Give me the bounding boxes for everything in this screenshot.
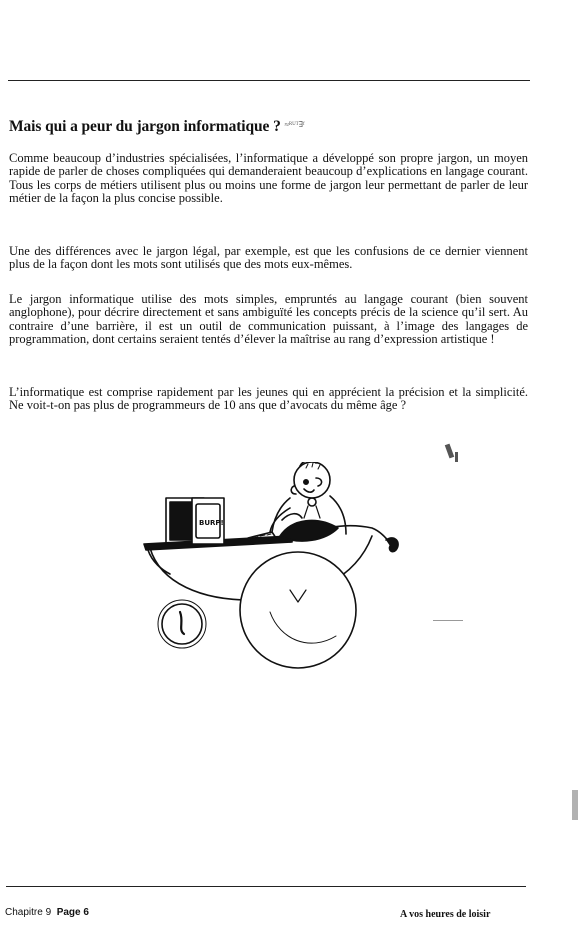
bottom-divider [6,886,526,887]
footer-chapter-label: Chapitre 9 [5,907,52,918]
scan-mark-2 [455,452,458,462]
paragraph-2: Une des différences avec le jargon légal, par exemple, est que les confusions de ce dernier viennent plus de la façon dont les mots sont utilisés que des mots eux-mêmes. [9,244,528,272]
top-divider [8,80,530,81]
paragraph-3: Le jargon informatique utilise des mots simples, empruntés au langage courant (bien souvent anglophone), pour décrire directement et sans ambiguïté les concepts précis de la science qu’il sert. Au contraire d’une barrière, il est un outil de communication puissant, à l’image des langages de programmation, dont certains seraient tentés d’élever la maîtrise au rang d’expression artistique ! [9,292,528,347]
screen-burp-text: BURP! [199,519,224,527]
section-heading [9,118,305,136]
section-heading-text: Mais qui a peur du jargon informatique ? [9,118,281,135]
scan-mark-3 [572,790,578,820]
footer-tagline: A vos heures de loisir [400,909,491,920]
paragraph-1: Comme beaucoup d’industries spécialisées, l’informatique a développé son propre jargon, un moyen rapide de parler de choses compliquées qui demanderaient beaucoup d’explications en langage courant. Tous les corps de métiers utilisent plus ou moins une forme de jargon leur permettant de parler de leur métier de la façon la plus concise possible. [9,151,528,206]
scan-mark-4 [433,620,463,621]
footer-chapter [5,907,89,918]
scan-mark-1 [445,444,454,459]
computer-boy-illustration [140,462,410,672]
footer-page-number: Page 6 [56,907,89,918]
print-smudge: ≈ᴿᵁᵀ∃ᶠ [284,120,305,129]
paragraph-4: L’informatique est comprise rapidement par les jeunes qui en apprécient la précision et la simplicité. Ne voit-t-on pas plus de programmeurs de 10 ans que d’avocats du même âge ? [9,385,528,413]
